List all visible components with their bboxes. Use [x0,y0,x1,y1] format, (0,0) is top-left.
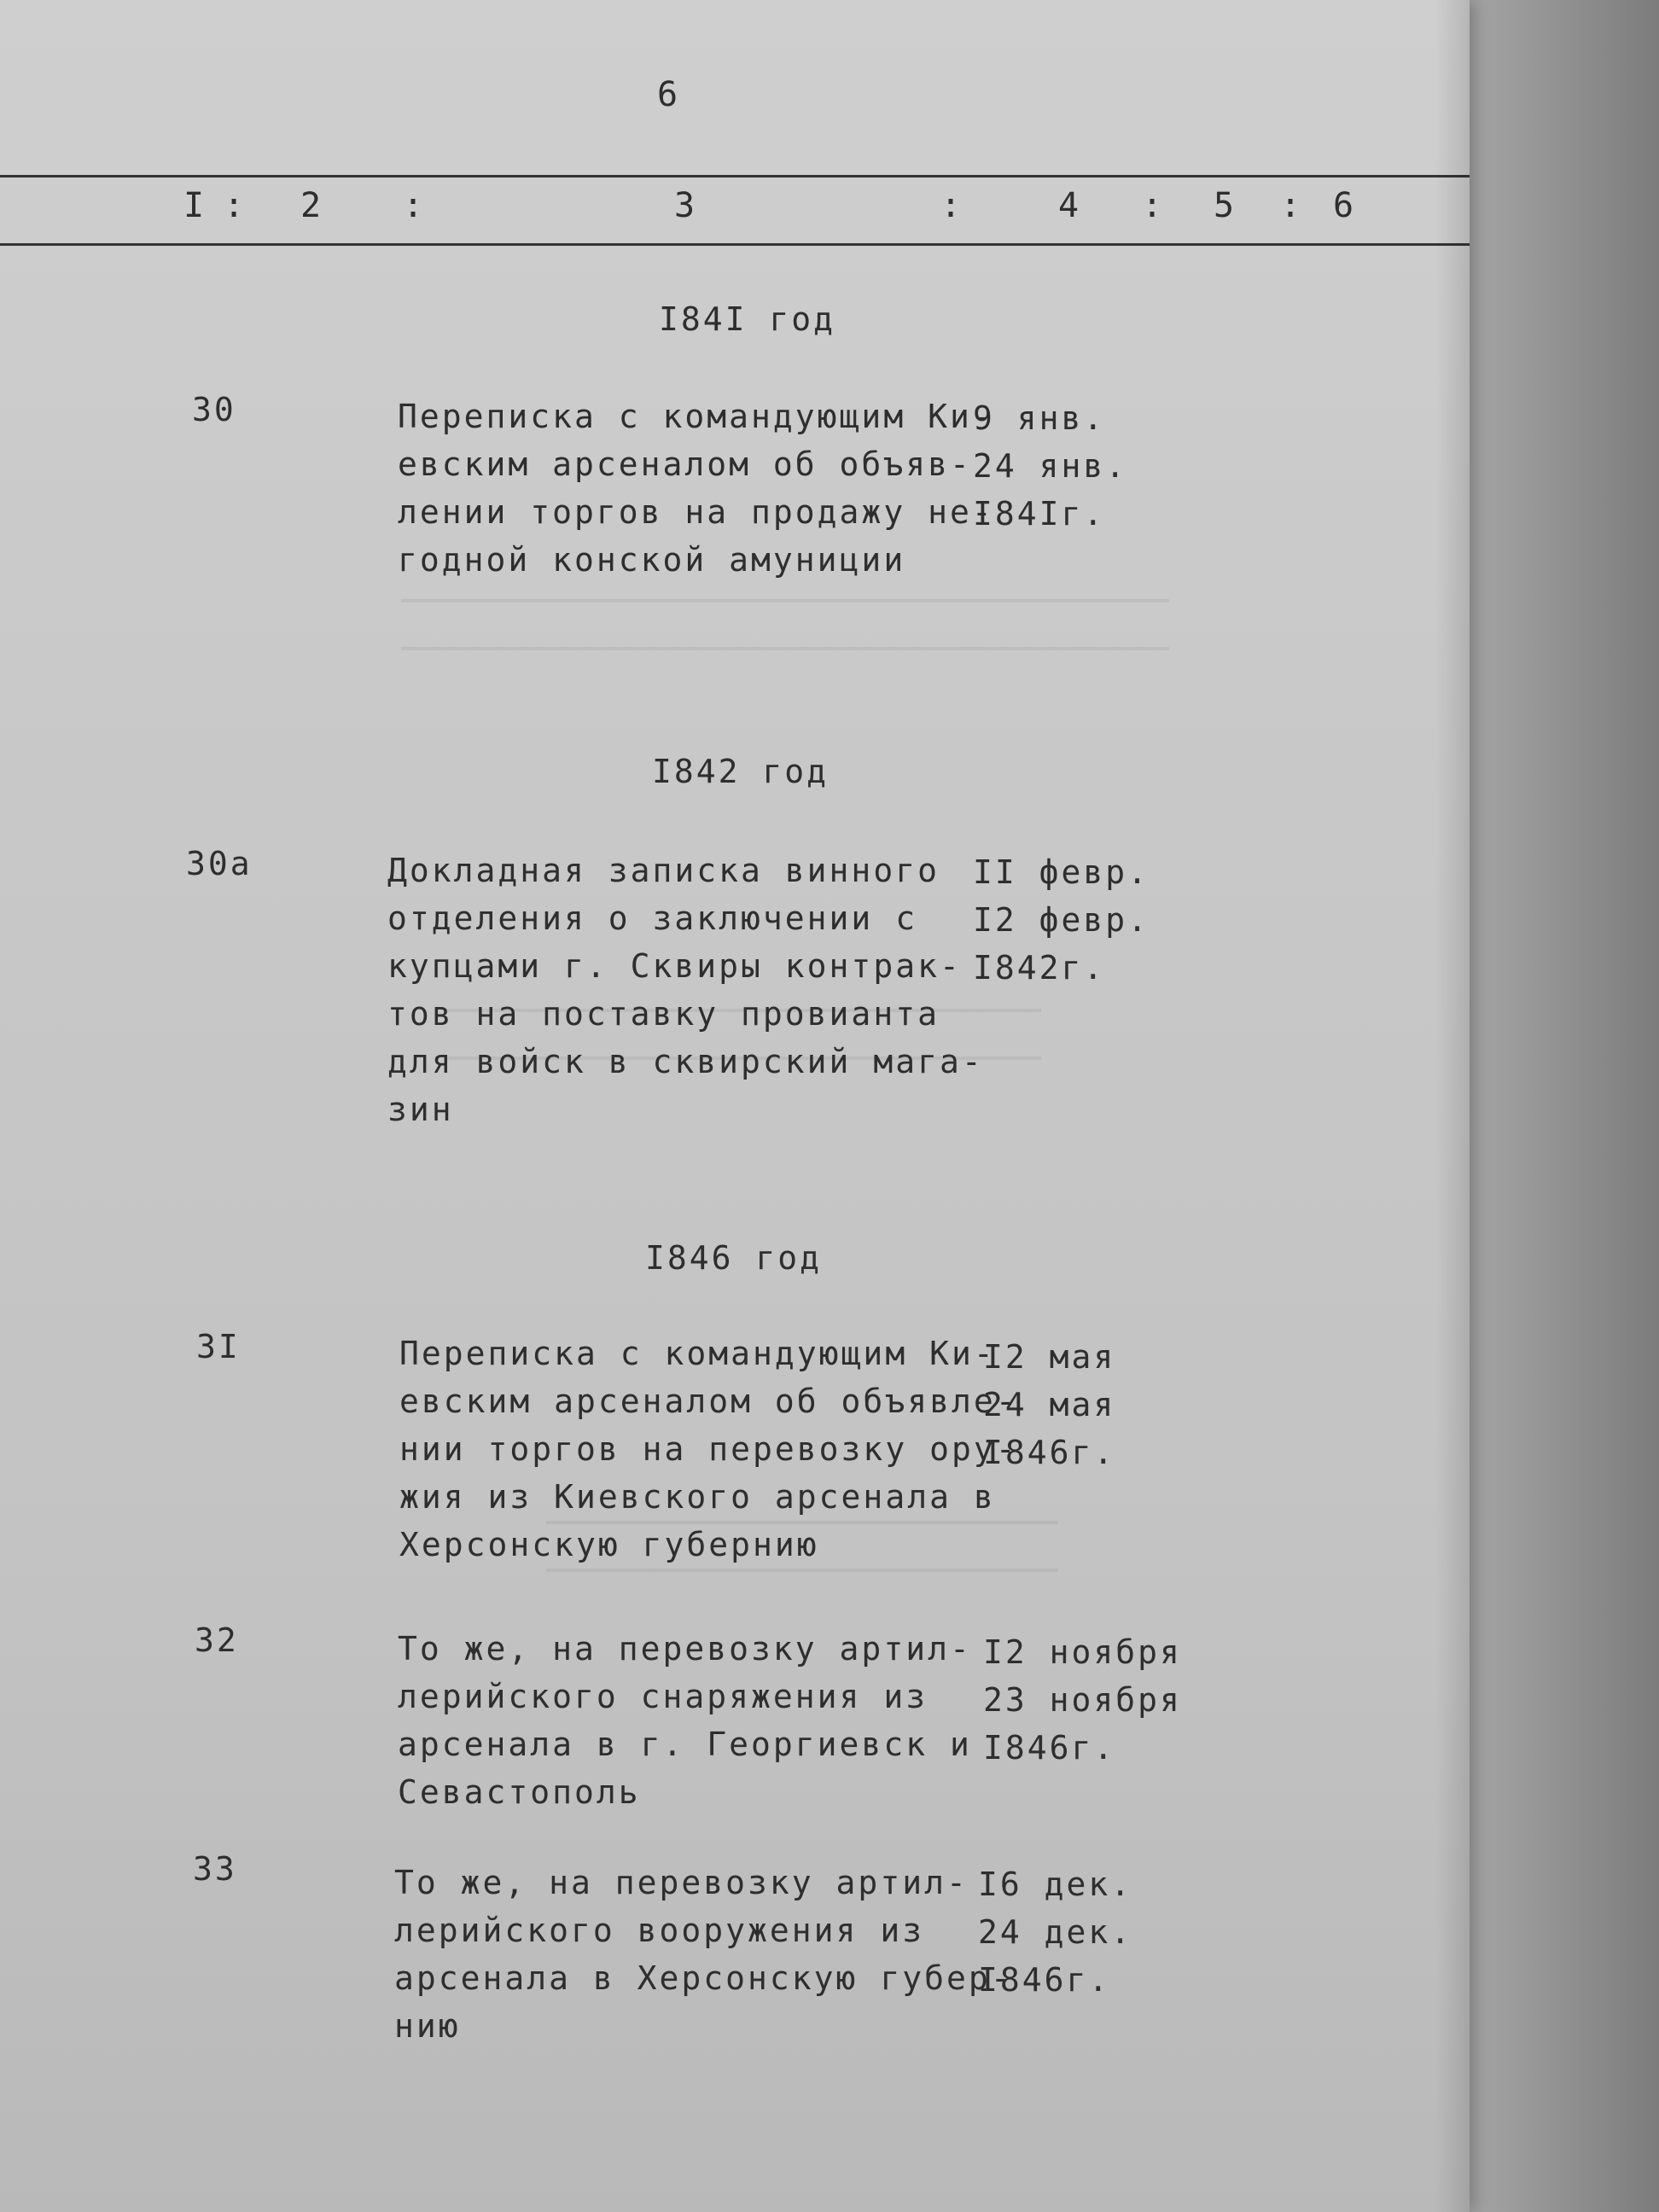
item-number: 30 [192,391,236,428]
item-title-line: Переписка с командующим Ки- [399,1335,996,1372]
column-header-4: 4 [1058,186,1082,225]
bleed-through-text [401,580,1169,683]
item-title-line: Переписка с командующим Ки- [398,398,994,435]
item-title-line: Севастополь [398,1773,641,1811]
date-year: I846г. [978,1961,1111,1999]
item-title-line: лерийского вооружения из [394,1912,925,1949]
item-title-line: лерийского снаряжения из [398,1678,928,1715]
item-title-line: евским арсеналом об объявле- [399,1382,1018,1420]
column-header-separator: : [1142,186,1166,225]
item-title-line: годной конской амуниции [398,541,906,579]
item-title-line: арсенала в г. Георгиевск и [398,1726,972,1763]
column-header-separator: : [1280,186,1304,225]
item-title-line: нии торгов на перевозку ору- [399,1430,1018,1468]
date-end: 24 мая [983,1386,1116,1423]
item-title-line: Херсонскую губернию [399,1526,819,1563]
item-dates [983,1333,1205,1476]
item-title [398,393,994,584]
item-number: 33 [193,1850,237,1888]
item-dates [978,1860,1200,2004]
item-number: 3I [196,1328,241,1365]
item-title-line: отделения о заключении с [387,899,918,937]
item-title [394,1859,1013,2050]
item-title-line: нию [394,2007,461,2045]
year-heading: I846 год [645,1239,823,1277]
date-end: 24 янв. [973,447,1128,485]
column-header-5: 5 [1214,186,1237,225]
column-header-2: 2 [300,186,324,225]
item-title-line: лении торгов на продажу не- [398,493,994,531]
column-header-separator: : [224,186,247,225]
background-surface [1451,0,1659,2212]
page-number: 6 [657,75,681,114]
year-heading: I84I год [659,300,836,338]
date-start: I2 ноября [983,1633,1182,1671]
item-number: 32 [195,1621,239,1659]
item-title-line: То же, на перевозку артил- [394,1864,969,1901]
item-title [398,1625,972,1816]
item-title [399,1330,1018,1569]
item-title-line: жия из Киевского арсенала в [399,1478,996,1516]
date-year: I84Iг. [973,495,1106,533]
item-title-line: купцами г. Сквиры контрак- [387,947,962,985]
item-number: 30а [186,845,253,882]
item-title-line: зин [387,1091,454,1128]
date-start: II февр. [973,853,1150,891]
date-start: 9 янв. [973,399,1106,437]
item-title-line: для войск в сквирский мага- [387,1043,984,1080]
item-dates [973,394,1195,538]
item-title-line: евским арсеналом об объяв- [398,445,972,483]
date-end: 24 дек. [978,1913,1133,1951]
column-header-1: I [183,186,207,225]
item-title-line: тов на поставку провианта [387,995,940,1033]
item-dates [983,1628,1205,1772]
column-header-separator: : [940,186,964,225]
column-header-3: 3 [674,186,698,225]
item-title-line: Докладная записка винного [387,852,940,889]
date-year: I846г. [983,1434,1116,1471]
table-header-top-rule [0,175,1470,178]
table-header-bottom-rule [0,243,1470,246]
item-dates [973,848,1195,992]
date-end: 23 ноября [983,1681,1182,1719]
column-header-6: 6 [1333,186,1357,225]
item-title [387,847,984,1133]
date-end: I2 февр. [973,901,1150,939]
date-year: I846г. [983,1729,1116,1767]
item-title-line: То же, на перевозку артил- [398,1630,972,1668]
year-heading: I842 год [652,753,830,790]
column-header-separator: : [403,186,427,225]
date-start: I2 мая [983,1338,1116,1376]
date-year: I842г. [973,949,1106,987]
date-start: I6 дек. [978,1866,1133,1903]
item-title-line: арсенала в Херсонскую губер- [394,1959,1013,1997]
